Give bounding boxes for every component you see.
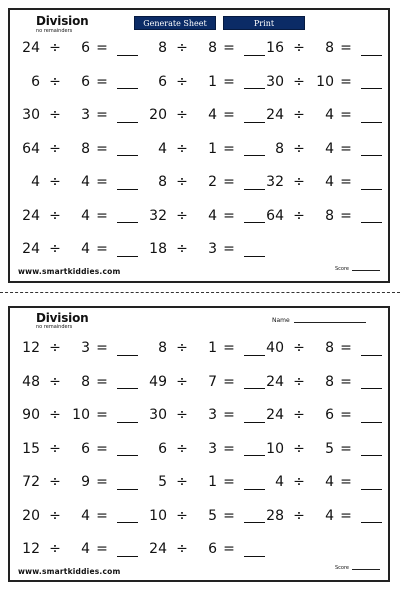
divisor: 8: [81, 373, 90, 390]
worksheet-title: Division: [36, 14, 89, 28]
answer-blank[interactable]: [117, 542, 138, 557]
dividend: 32: [266, 174, 284, 190]
print-button[interactable]: Print: [223, 16, 305, 30]
score-label: Score: [334, 266, 349, 272]
equals-sign: =: [96, 73, 108, 90]
division-problem: [10, 470, 138, 494]
divide-sign: ÷: [49, 541, 61, 557]
equals-sign: =: [340, 174, 352, 190]
answer-blank[interactable]: [244, 242, 265, 257]
equals-sign: =: [96, 440, 108, 457]
answer-blank[interactable]: [117, 341, 138, 356]
answer-blank[interactable]: [117, 441, 138, 456]
divide-sign: ÷: [176, 340, 188, 356]
divisor: 1: [208, 140, 217, 157]
divide-sign: ÷: [49, 140, 61, 157]
divide-sign: ÷: [176, 440, 188, 457]
equals-sign: =: [340, 474, 352, 490]
dividend: 40: [266, 340, 284, 356]
worksheet-title: Division: [36, 311, 89, 325]
dividend: 24: [266, 407, 284, 423]
answer-blank[interactable]: [117, 508, 138, 523]
divisor: 1: [208, 340, 217, 356]
equals-sign: =: [340, 140, 352, 157]
worksheet-2: [8, 306, 390, 582]
answer-blank[interactable]: [361, 475, 382, 490]
division-problem: [137, 403, 265, 427]
answer-blank[interactable]: [117, 408, 138, 423]
divide-sign: ÷: [49, 174, 61, 190]
division-problem: [137, 170, 265, 194]
division-problem: [137, 504, 265, 528]
equals-sign: =: [340, 373, 352, 390]
divisor: 4: [81, 207, 90, 224]
equals-sign: =: [223, 40, 235, 56]
divisor: 4: [325, 507, 334, 524]
divide-sign: ÷: [176, 140, 188, 157]
divisor: 6: [81, 73, 90, 90]
divisor: 8: [208, 40, 217, 56]
answer-blank[interactable]: [361, 141, 382, 156]
dividend: 6: [158, 73, 167, 90]
equals-sign: =: [340, 107, 352, 123]
divide-sign: ÷: [293, 174, 305, 190]
divisor: 4: [325, 174, 334, 190]
divisor: 5: [325, 440, 334, 457]
dividend: 64: [22, 140, 40, 157]
divisor: 7: [208, 373, 217, 390]
equals-sign: =: [340, 440, 352, 457]
answer-blank[interactable]: [361, 374, 382, 389]
dividend: 24: [22, 40, 40, 56]
equals-sign: =: [340, 207, 352, 224]
dividend: 8: [158, 174, 167, 190]
equals-sign: =: [223, 407, 235, 423]
divide-sign: ÷: [49, 107, 61, 123]
divide-sign: ÷: [176, 407, 188, 423]
division-problem: [254, 470, 382, 494]
divide-sign: ÷: [49, 373, 61, 390]
dividend: 24: [266, 107, 284, 123]
equals-sign: =: [96, 174, 108, 190]
problem-grid: [10, 10, 388, 281]
divide-sign: ÷: [293, 207, 305, 224]
worksheet-subtitle: no remainders: [36, 324, 73, 330]
generate-sheet-button[interactable]: Generate Sheet: [134, 16, 216, 30]
dividend: 4: [275, 474, 284, 490]
equals-sign: =: [223, 241, 235, 257]
divisor: 9: [81, 474, 90, 490]
dividend: 10: [266, 440, 284, 457]
dividend: 16: [266, 40, 284, 56]
dividend: 30: [266, 73, 284, 90]
divide-sign: ÷: [49, 73, 61, 90]
answer-blank[interactable]: [361, 508, 382, 523]
divide-sign: ÷: [49, 207, 61, 224]
site-footer: www.smartkiddies.com: [18, 567, 121, 576]
dividend: 24: [149, 541, 167, 557]
dividend: 24: [22, 207, 40, 224]
score-label: Score: [334, 565, 349, 571]
equals-sign: =: [223, 174, 235, 190]
division-problem: [10, 36, 138, 60]
divisor: 6: [81, 40, 90, 56]
divisor: 4: [208, 107, 217, 123]
problem-grid: [10, 308, 388, 580]
division-problem: [137, 470, 265, 494]
dividend: 10: [149, 507, 167, 524]
site-footer: www.smartkiddies.com: [18, 267, 121, 276]
equals-sign: =: [96, 474, 108, 490]
equals-sign: =: [223, 140, 235, 157]
equals-sign: =: [223, 107, 235, 123]
equals-sign: =: [340, 507, 352, 524]
division-problem: [254, 336, 382, 360]
divisor: 4: [325, 474, 334, 490]
equals-sign: =: [223, 474, 235, 490]
dividend: 28: [266, 507, 284, 524]
divisor: 4: [208, 207, 217, 224]
division-problem: [254, 437, 382, 461]
divisor: 3: [208, 440, 217, 457]
divide-sign: ÷: [293, 373, 305, 390]
divisor: 3: [81, 107, 90, 123]
division-problem: [137, 103, 265, 127]
answer-blank[interactable]: [117, 475, 138, 490]
dividend: 12: [22, 541, 40, 557]
divisor: 8: [325, 373, 334, 390]
dividend: 6: [31, 73, 40, 90]
equals-sign: =: [223, 207, 235, 224]
divisor: 8: [325, 40, 334, 56]
answer-blank[interactable]: [244, 542, 265, 557]
division-problem: [137, 237, 265, 261]
divisor: 8: [325, 340, 334, 356]
division-problem: [137, 204, 265, 228]
divide-sign: ÷: [293, 340, 305, 356]
divide-sign: ÷: [293, 107, 305, 123]
equals-sign: =: [223, 340, 235, 356]
divisor: 10: [72, 407, 90, 423]
division-problem: [10, 403, 138, 427]
divide-sign: ÷: [176, 73, 188, 90]
cut-line: [0, 292, 400, 293]
equals-sign: =: [96, 507, 108, 524]
dividend: 4: [31, 174, 40, 190]
divide-sign: ÷: [49, 340, 61, 356]
answer-blank[interactable]: [117, 108, 138, 123]
answer-blank[interactable]: [117, 41, 138, 56]
score-field: [335, 266, 380, 272]
division-problem: [254, 137, 382, 161]
dividend: 5: [158, 474, 167, 490]
dividend: 30: [22, 107, 40, 123]
divide-sign: ÷: [49, 440, 61, 457]
score-line: [352, 270, 380, 271]
divide-sign: ÷: [176, 174, 188, 190]
divisor: 5: [208, 507, 217, 524]
division-problem: [10, 336, 138, 360]
worksheet-subtitle: no remainders: [36, 28, 73, 34]
divisor: 8: [81, 140, 90, 157]
division-problem: [137, 537, 265, 561]
answer-blank[interactable]: [361, 441, 382, 456]
equals-sign: =: [340, 407, 352, 423]
equals-sign: =: [96, 207, 108, 224]
answer-blank[interactable]: [117, 74, 138, 89]
divide-sign: ÷: [49, 474, 61, 490]
equals-sign: =: [96, 407, 108, 423]
divisor: 6: [325, 407, 334, 423]
divide-sign: ÷: [293, 407, 305, 423]
division-problem: [137, 370, 265, 394]
division-problem: [10, 103, 138, 127]
divide-sign: ÷: [293, 40, 305, 56]
divide-sign: ÷: [49, 507, 61, 524]
answer-blank[interactable]: [361, 341, 382, 356]
worksheet-1: [8, 8, 390, 283]
division-problem: [137, 336, 265, 360]
divide-sign: ÷: [293, 440, 305, 457]
division-problem: [10, 504, 138, 528]
equals-sign: =: [96, 340, 108, 356]
divide-sign: ÷: [293, 507, 305, 524]
divisor: 4: [81, 507, 90, 524]
name-label: Name: [272, 317, 290, 324]
dividend: 15: [22, 440, 40, 457]
division-problem: [10, 70, 138, 94]
divisor: 3: [208, 407, 217, 423]
divisor: 4: [325, 140, 334, 157]
dividend: 4: [158, 140, 167, 157]
division-problem: [10, 137, 138, 161]
division-problem: [10, 537, 138, 561]
answer-blank[interactable]: [361, 74, 382, 89]
dividend: 8: [275, 140, 284, 157]
divisor: 3: [81, 340, 90, 356]
dividend: 49: [149, 373, 167, 390]
division-problem: [254, 103, 382, 127]
division-problem: [254, 170, 382, 194]
divisor: 4: [81, 174, 90, 190]
dividend: 64: [266, 207, 284, 224]
divide-sign: ÷: [176, 241, 188, 257]
answer-blank[interactable]: [117, 175, 138, 190]
answer-blank[interactable]: [117, 242, 138, 257]
dividend: 48: [22, 373, 40, 390]
divide-sign: ÷: [176, 107, 188, 123]
dividend: 20: [149, 107, 167, 123]
divisor: 2: [208, 174, 217, 190]
division-problem: [254, 70, 382, 94]
equals-sign: =: [223, 541, 235, 557]
division-problem: [254, 370, 382, 394]
divide-sign: ÷: [176, 207, 188, 224]
dividend: 90: [22, 407, 40, 423]
divide-sign: ÷: [293, 140, 305, 157]
equals-sign: =: [96, 373, 108, 390]
divisor: 4: [81, 241, 90, 257]
division-problem: [254, 403, 382, 427]
divisor: 3: [208, 241, 217, 257]
divide-sign: ÷: [176, 541, 188, 557]
divide-sign: ÷: [293, 474, 305, 490]
answer-blank[interactable]: [361, 208, 382, 223]
division-problem: [137, 137, 265, 161]
dividend: 72: [22, 474, 40, 490]
score-field: [335, 565, 380, 571]
dividend: 32: [149, 207, 167, 224]
equals-sign: =: [96, 107, 108, 123]
divide-sign: ÷: [293, 73, 305, 90]
equals-sign: =: [223, 507, 235, 524]
division-problem: [10, 437, 138, 461]
divide-sign: ÷: [176, 40, 188, 56]
division-problem: [254, 36, 382, 60]
divisor: 4: [325, 107, 334, 123]
dividend: 8: [158, 340, 167, 356]
division-problem: [10, 170, 138, 194]
answer-blank[interactable]: [361, 108, 382, 123]
equals-sign: =: [223, 373, 235, 390]
division-problem: [137, 36, 265, 60]
divide-sign: ÷: [49, 407, 61, 423]
division-problem: [10, 204, 138, 228]
divide-sign: ÷: [49, 241, 61, 257]
dividend: 12: [22, 340, 40, 356]
division-problem: [137, 437, 265, 461]
divide-sign: ÷: [176, 507, 188, 524]
divide-sign: ÷: [49, 40, 61, 56]
divide-sign: ÷: [176, 373, 188, 390]
equals-sign: =: [96, 541, 108, 557]
score-line: [352, 569, 380, 570]
equals-sign: =: [96, 40, 108, 56]
division-problem: [254, 504, 382, 528]
dividend: 30: [149, 407, 167, 423]
equals-sign: =: [340, 73, 352, 90]
dividend: 20: [22, 507, 40, 524]
divisor: 10: [316, 73, 334, 90]
divisor: 1: [208, 474, 217, 490]
dividend: 24: [266, 373, 284, 390]
divisor: 8: [325, 207, 334, 224]
equals-sign: =: [96, 140, 108, 157]
answer-blank[interactable]: [361, 41, 382, 56]
divisor: 6: [81, 440, 90, 457]
divisor: 4: [81, 541, 90, 557]
equals-sign: =: [96, 241, 108, 257]
answer-blank[interactable]: [117, 141, 138, 156]
division-problem: [10, 370, 138, 394]
division-problem: [254, 204, 382, 228]
dividend: 18: [149, 241, 167, 257]
equals-sign: =: [223, 73, 235, 90]
divide-sign: ÷: [176, 474, 188, 490]
dividend: 6: [158, 440, 167, 457]
dividend: 24: [22, 241, 40, 257]
answer-blank[interactable]: [361, 408, 382, 423]
divisor: 1: [208, 73, 217, 90]
dividend: 8: [158, 40, 167, 56]
answer-blank[interactable]: [117, 374, 138, 389]
answer-blank[interactable]: [117, 208, 138, 223]
equals-sign: =: [223, 440, 235, 457]
equals-sign: =: [340, 340, 352, 356]
equals-sign: =: [340, 40, 352, 56]
divisor: 6: [208, 541, 217, 557]
division-problem: [137, 70, 265, 94]
division-problem: [10, 237, 138, 261]
answer-blank[interactable]: [361, 175, 382, 190]
